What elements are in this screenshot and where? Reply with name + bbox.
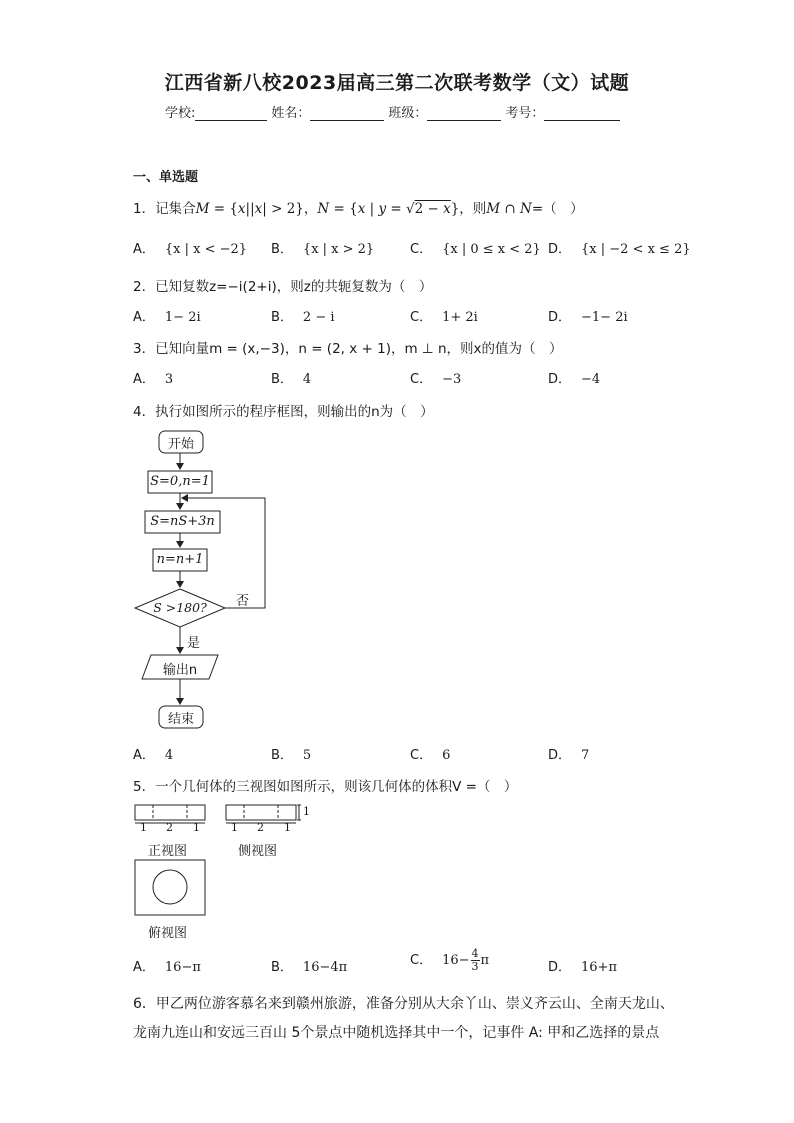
front-dim-1a: 1 xyxy=(140,821,147,834)
name-label: 姓名： xyxy=(271,106,311,121)
side-dim-2: 2 xyxy=(257,821,264,834)
q2-option-d[interactable]: D． −1− 2i xyxy=(548,310,628,325)
q3-option-a[interactable]: A． 3 xyxy=(133,372,174,387)
q1-option-a[interactable]: A． {x | x < −2} xyxy=(133,242,248,257)
q1-option-d[interactable]: D． {x | −2 < x ≤ 2} xyxy=(548,242,691,257)
side-dim-1a: 1 xyxy=(231,821,238,834)
q4-option-c[interactable]: C． 6 xyxy=(410,748,451,763)
q2-option-a[interactable]: A． 1− 2i xyxy=(133,310,201,325)
q5-option-a[interactable]: A． 16−π xyxy=(133,960,201,975)
question-5-options xyxy=(133,947,693,975)
flow-output-label: 输出n xyxy=(162,663,198,678)
q2-option-b[interactable]: B． 2 − i xyxy=(271,310,335,325)
front-dim-2: 2 xyxy=(166,821,173,834)
top-view-caption: 俯视图 xyxy=(148,926,188,941)
q1-option-c[interactable]: C． {x | 0 ≤ x < 2} xyxy=(410,242,541,257)
flow-yes-label: 是 xyxy=(187,636,201,651)
question-5-stem: 5．一个几何体的三视图如图所示，则该几何体的体积V =（ ） xyxy=(133,779,518,795)
flow-update-n-label: n=n+1 xyxy=(156,552,204,567)
q2-option-c[interactable]: C． 1+ 2i xyxy=(410,310,478,325)
front-dim-1b: 1 xyxy=(193,821,200,834)
section-heading: 一、单选题 xyxy=(133,170,199,185)
q5-option-c-fraction: $\frac{4}{3}$ xyxy=(471,947,479,973)
question-3-stem: 3．已知向量m = (x,−3)，n = (2, x + 1)，m ⊥ n，则x的值为（ ） xyxy=(133,341,563,357)
q3-option-c[interactable]: C． −3 xyxy=(410,372,462,387)
front-view-caption: 正视图 xyxy=(148,844,188,859)
flow-end-label: 结束 xyxy=(167,712,194,727)
flow-no-label: 否 xyxy=(236,594,250,609)
q5-option-d[interactable]: D． 16+π xyxy=(548,960,617,975)
q5-option-b[interactable]: B． 16−4π xyxy=(271,960,348,975)
q3-option-b[interactable]: B． 4 xyxy=(271,372,312,387)
question-6-line-2: 龙南九连山和安远三百山 5个景点中随机选择其中一个，记事件 A: 甲和乙选择的景点 xyxy=(133,1025,660,1041)
q1-option-b[interactable]: B． {x | x > 2} xyxy=(271,242,375,257)
q4-option-b[interactable]: B． 5 xyxy=(271,748,312,763)
side-dim-1b: 1 xyxy=(284,821,291,834)
question-1-stem: 1．记集合M = {x||x| > 2}，N = {x | y = √2 − x}，则M ∩ N=（ ） xyxy=(133,201,584,217)
question-6-line-1: 6．甲乙两位游客慕名来到赣州旅游，准备分别从大余丫山、崇义齐云山、全南天龙山、 xyxy=(133,996,674,1012)
question-2-stem: 2．已知复数z=−i(2+i)，则z的共轭复数为（ ） xyxy=(133,279,433,295)
school-label: 学校: xyxy=(165,106,196,121)
class-label: 班级： xyxy=(388,106,428,121)
flow-decision-label: S >180? xyxy=(153,600,207,615)
flow-start-label: 开始 xyxy=(167,437,194,452)
q4-option-d[interactable]: D． 7 xyxy=(548,748,590,763)
question-6-stem xyxy=(133,990,673,1048)
exam-no-label: 考号： xyxy=(505,106,545,121)
question-4-stem: 4．执行如图所示的程序框图，则输出的n为（ ） xyxy=(133,404,434,420)
page-title: 江西省新八校2023届高三第二次联考数学（文）试题 xyxy=(164,72,630,94)
flow-update-s-label: S=nS+3n xyxy=(150,514,215,529)
q5-option-c[interactable]: C． 16− $\frac{4}{3}$ π xyxy=(410,947,490,973)
side-view-caption: 侧视图 xyxy=(238,844,278,859)
side-dim-height: 1 xyxy=(303,805,310,818)
q3-option-d[interactable]: D． −4 xyxy=(548,372,601,387)
q4-option-a[interactable]: A． 4 xyxy=(133,748,174,763)
flow-init-label: S=0,n=1 xyxy=(150,474,210,489)
